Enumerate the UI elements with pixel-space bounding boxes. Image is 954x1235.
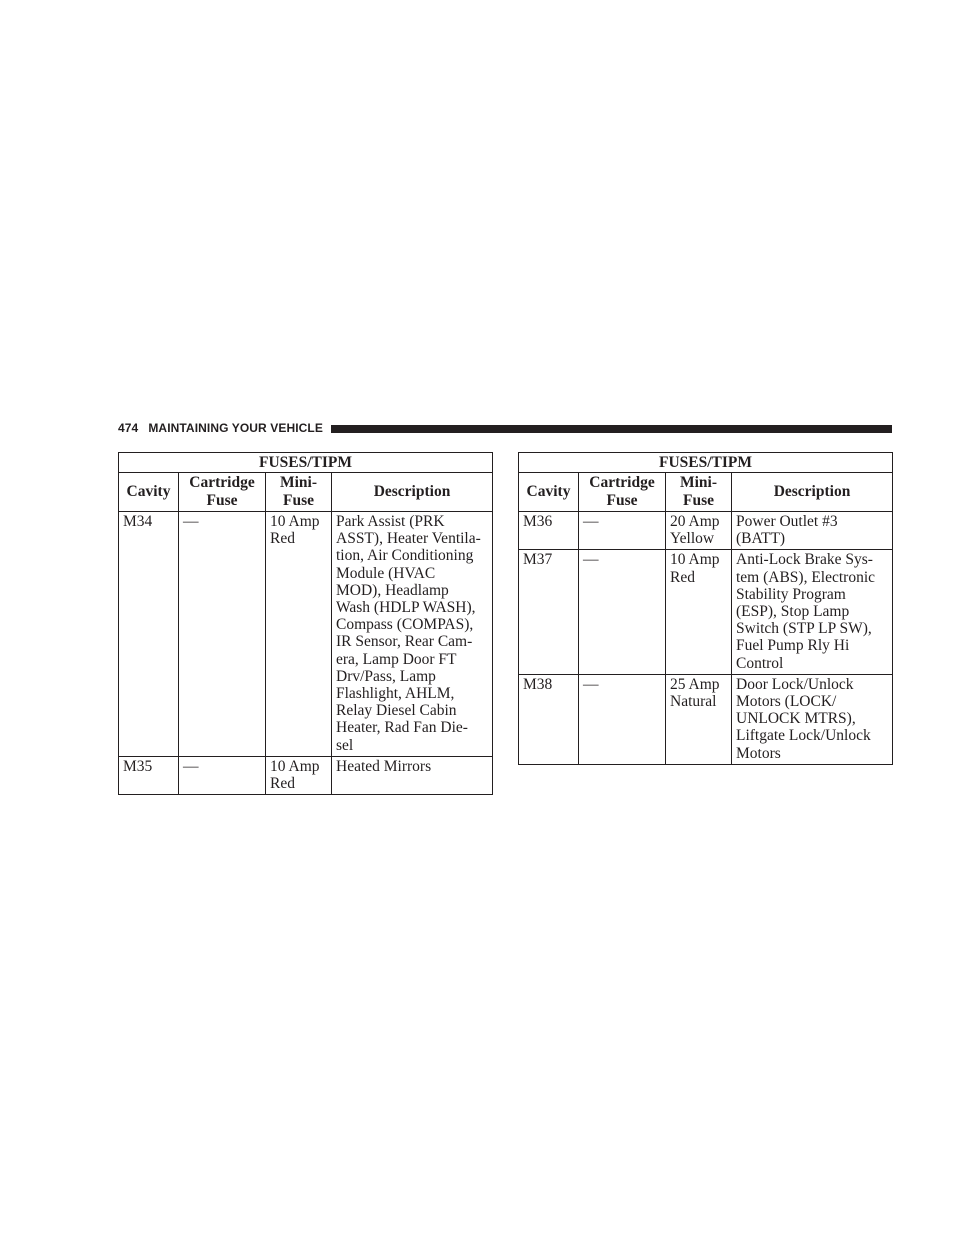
header-rule (331, 425, 892, 433)
column-header-mini-fuse: Mini- Fuse (666, 473, 732, 512)
fuse-table-left (118, 452, 493, 795)
cavity-cell: M35 (119, 756, 179, 794)
description-cell: Park Assist (PRK ASST), Heater Ventila- tion, Air Conditioning Module (HVAC MOD), Headlamp Wash (HDLP WASH), Compass (COMPAS), IR Sensor, Rear Cam- era, Lamp Door FT Drv/Pass, Lamp Flashlight, AHLM, Relay Diesel Cabin Heater, Rad Fan Die- sel (332, 512, 493, 757)
mini-fuse-cell: 20 Amp Yellow (666, 512, 732, 550)
description-cell: Anti-Lock Brake Sys- tem (ABS), Electronic Stability Program (ESP), Stop Lamp Switch (STP LP SW), Fuel Pump Rly Hi Control (732, 550, 893, 674)
column-header-description: Description (732, 473, 893, 512)
table-title: FUSES/TIPM (519, 453, 893, 473)
table-row (519, 550, 893, 674)
description-cell: Power Outlet #3 (BATT) (732, 512, 893, 550)
column-header-mini-fuse: Mini- Fuse (266, 473, 332, 512)
page-number: 474 (118, 421, 139, 435)
cavity-cell: M38 (519, 674, 579, 764)
column-header-cavity: Cavity (119, 473, 179, 512)
cavity-cell: M37 (519, 550, 579, 674)
fuse-table-right (518, 452, 893, 765)
column-header-description: Description (332, 473, 493, 512)
cavity-cell: M34 (119, 512, 179, 757)
table-row (519, 674, 893, 764)
description-cell: Heated Mirrors (332, 756, 493, 794)
cartridge-fuse-cell: — (579, 512, 666, 550)
table-row (119, 512, 493, 757)
cartridge-fuse-cell: — (179, 512, 266, 757)
table-row (519, 512, 893, 550)
column-header-cartridge-fuse: Cartridge Fuse (579, 473, 666, 512)
table-row (119, 756, 493, 794)
mini-fuse-cell: 10 Amp Red (266, 512, 332, 757)
mini-fuse-cell: 25 Amp Natural (666, 674, 732, 764)
cartridge-fuse-cell: — (179, 756, 266, 794)
section-title: MAINTAINING YOUR VEHICLE (148, 421, 323, 435)
mini-fuse-cell: 10 Amp Red (666, 550, 732, 674)
column-header-cartridge-fuse: Cartridge Fuse (179, 473, 266, 512)
cartridge-fuse-cell: — (579, 674, 666, 764)
mini-fuse-cell: 10 Amp Red (266, 756, 332, 794)
description-cell: Door Lock/Unlock Motors (LOCK/ UNLOCK MTRS), Liftgate Lock/Unlock Motors (732, 674, 893, 764)
table-title: FUSES/TIPM (119, 453, 493, 473)
page-header (118, 419, 892, 437)
cartridge-fuse-cell: — (579, 550, 666, 674)
cavity-cell: M36 (519, 512, 579, 550)
column-header-cavity: Cavity (519, 473, 579, 512)
